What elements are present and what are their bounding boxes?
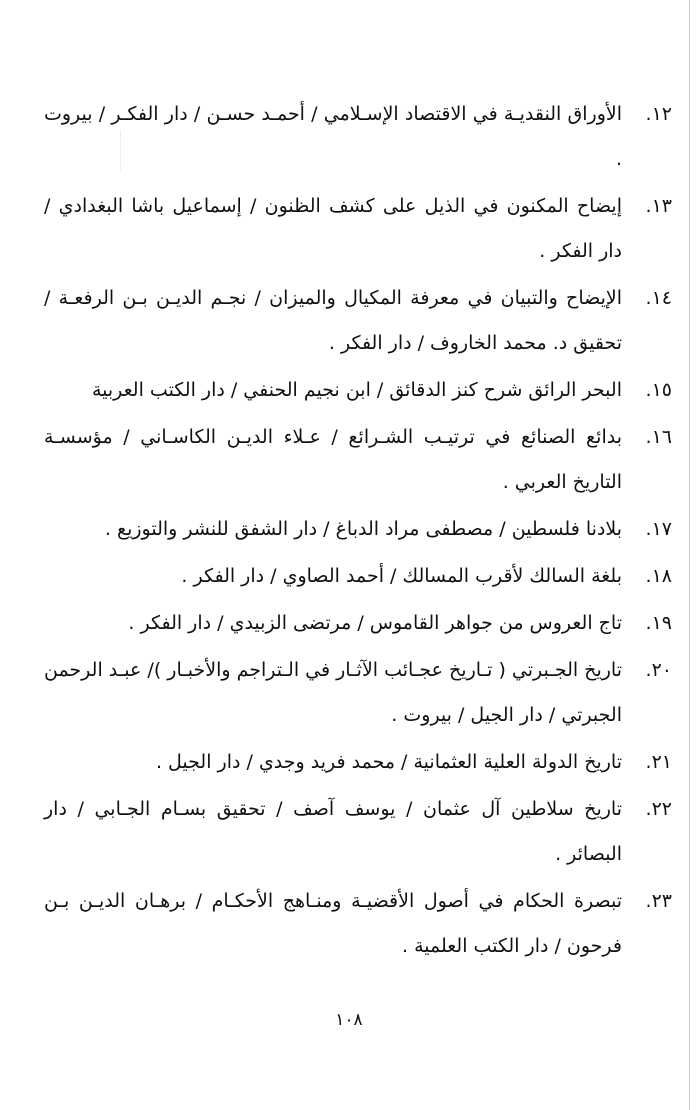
entry-number: ١٤. [645, 287, 672, 309]
entry-number: ٢٢. [645, 798, 672, 820]
bibliography-entry [44, 276, 672, 366]
bibliography-entry [43, 648, 672, 738]
page-number: ١٠٨ [335, 1010, 363, 1030]
entry-text: تاج العروس من جواهر القاموس / مرتضى الزبيدي / دار الفكر . [128, 612, 622, 634]
bibliography-entry [44, 787, 672, 877]
entry-number: ١٦. [645, 426, 672, 448]
entry-text: تبصرة الحكام في أصول الأقضيـة ومنـاهج الأحكـام / برهـان الديـن بـن فرحون / دار الكتب العلمية . [44, 890, 622, 957]
entry-number: ١٩. [645, 612, 672, 634]
entry-number: ١٢. [645, 103, 672, 125]
bibliography-entry [44, 601, 672, 646]
entry-text: تاريخ الدولة العلية العثمانية / محمد فريد وجدي / دار الجيل . [155, 751, 622, 773]
entry-text: الإيضاح والتبيان في معرفة المكيال والميزان / نجـم الديـن بـن الرفعـة / تحقيق د. محمد الخاروف / دار الفكر . [44, 287, 622, 354]
entry-text: تاريخ سلاطين آل عثمان / يوسف آصف / تحقيق بسـام الجـابي / دار البصائر . [44, 798, 622, 865]
entry-text: بلغة السالك لأقرب المسالك / أحمد الصاوي / دار الفكر . [181, 565, 622, 587]
entry-number: ٢١. [645, 751, 672, 773]
bibliography-entry [44, 507, 672, 552]
entry-number: ١٥. [645, 379, 672, 401]
entry-number: ٢٣. [645, 890, 672, 912]
entry-number: ١٣. [645, 195, 672, 217]
entry-text: إيضاح المكنون في الذيل على كشف الظنون / إسماعيل باشا البغدادي / دار الفكر . [44, 195, 622, 262]
bibliography-entry [44, 92, 672, 182]
entry-number: ٢٠. [645, 659, 672, 681]
bibliography-entry [44, 554, 672, 599]
entry-text: الأوراق النقديـة في الاقتصاد الإسـلامي / أحمـد حسـن / دار الفكـر / بيروت . [44, 103, 622, 170]
entry-number: ١٧. [645, 518, 672, 540]
entry-text: البحر الرائق شرح كنز الدقائق / ابن نجيم الحنفي / دار الكتب العربية [91, 379, 622, 401]
bibliography-entry [44, 415, 672, 505]
bibliography-entry [44, 740, 672, 785]
entry-text: تاريخ الجـبرتي ( تـاريخ عجـائب الآثـار في الـتراجم والأخبـار )/ عبـد الرحمن الجبرتي / دار الجيل / بيروت . [43, 659, 622, 726]
page-edge-line [689, 0, 690, 1110]
bibliography-entry [44, 879, 672, 969]
entry-text: بلادنا فلسطين / مصطفى مراد الدباغ / دار الشفق للنشر والتوزيع . [104, 518, 622, 540]
bibliography-entry [44, 368, 672, 413]
bibliography-list [43, 92, 672, 971]
entry-text: بدائع الصنائع في ترتيـب الشـرائع / عـلاء الديـن الكاسـاني / مؤسسـة التاريخ العربي . [44, 426, 622, 493]
bibliography-entry [44, 184, 672, 274]
entry-number: ١٨. [645, 565, 672, 587]
